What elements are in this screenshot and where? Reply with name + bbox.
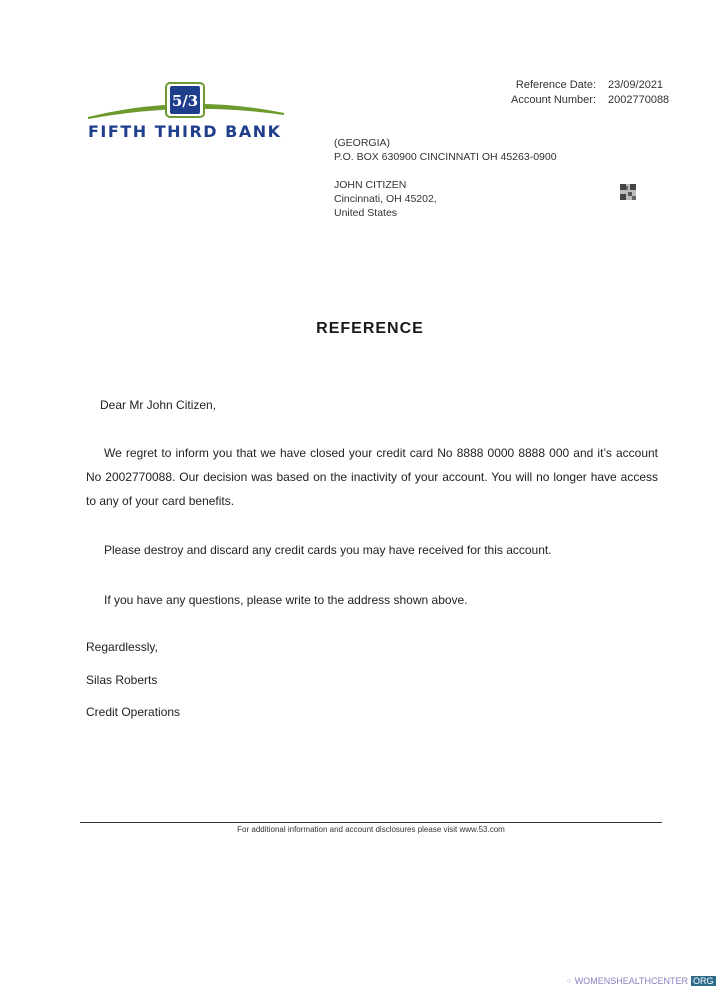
logo-emblem-icon (86, 80, 286, 124)
recipient-address-line: United States (334, 207, 398, 219)
paragraph: If you have any questions, please write to the address shown above. (104, 593, 468, 607)
recipient-address (334, 178, 437, 220)
watermark-text: WOMENSHEALTHCENTER (574, 976, 689, 986)
recipient-name: JOHN CITIZEN (334, 179, 407, 191)
bank-logo (86, 80, 286, 144)
signer-department: Credit Operations (86, 705, 181, 719)
reference-date-label: Reference Date: (515, 79, 596, 91)
letter-title: REFERENCE (316, 320, 424, 337)
account-number: 2002770088 (608, 94, 670, 106)
account-number-label: Account Number: (511, 94, 596, 106)
sender-address-line: P.O. BOX 630900 CINCINNATI OH 45263-0900 (334, 151, 557, 163)
footer-divider (80, 822, 662, 823)
watermark-badge: ORG (693, 976, 714, 986)
qr-code-icon (620, 184, 636, 200)
reference-meta (496, 78, 688, 108)
paragraph: We regret to inform you that we have closed your credit card No 8888 0000 8888 000 and it’s account No 2002770088. Our decision was based on the inactivity of your account. You will no longer have access to any of your card benefits. (86, 446, 658, 508)
recipient-address-line: Cincinnati, OH 45202, (334, 193, 437, 205)
sender-address-line: (GEORGIA) (334, 137, 391, 149)
bank-name: FIFTH THIRD BANK (88, 122, 282, 141)
salutation: Dear Mr John Citizen, (100, 398, 217, 412)
dots-icon: ⁘ (566, 976, 573, 986)
reference-date: 23/09/2021 (608, 79, 664, 91)
svg-text:5/3: 5/3 (171, 92, 199, 110)
valediction: Regardlessly, (86, 640, 158, 654)
footer-note: For additional information and account disclosures please visit www.53.com (237, 825, 505, 834)
watermark (566, 976, 716, 986)
signer-name: Silas Roberts (86, 673, 158, 687)
paragraph: Please destroy and discard any credit cards you may have received for this account. (104, 543, 552, 557)
sender-address (334, 136, 557, 164)
